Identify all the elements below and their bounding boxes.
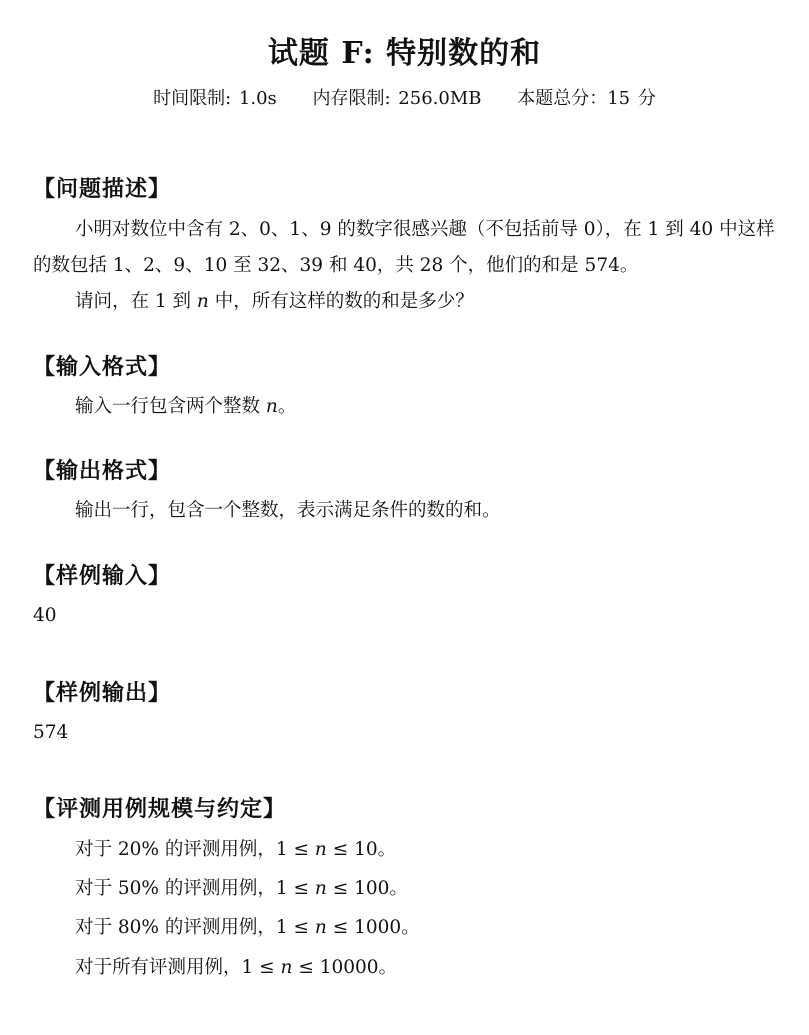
- variable-n: n: [314, 917, 327, 938]
- constraints-heading: 【评测用例规模与约定】: [33, 797, 287, 822]
- constraint-post: ≤ 10000。: [292, 957, 398, 978]
- variable-n: n: [265, 396, 278, 417]
- description-heading: 【问题描述】: [33, 177, 172, 202]
- description-question-pre: 请问，在 1 到: [75, 291, 197, 312]
- time-limit: 时间限制: 1.0s: [153, 88, 277, 109]
- sample-input-heading: 【样例输入】: [33, 564, 172, 589]
- constraint-post: ≤ 100。: [326, 878, 408, 899]
- sample-output-value: 574: [33, 722, 69, 743]
- constraint-pre: 对于所有评测用例，1 ≤: [75, 957, 281, 978]
- output-format-text: 输出一行，包含一个整数，表示满足条件的数的和。: [75, 500, 501, 521]
- constraint-pre: 对于 20% 的评测用例，1 ≤: [75, 839, 315, 860]
- variable-n: n: [314, 839, 327, 860]
- constraint-line: [33, 832, 778, 868]
- memory-limit: 内存限制: 256.0MB: [312, 88, 482, 109]
- sample-input-value: 40: [33, 605, 57, 626]
- constraint-line: [33, 910, 778, 946]
- variable-n: n: [196, 291, 209, 312]
- page-title: 试题 F: 特别数的和: [267, 36, 542, 71]
- constraint-line: [33, 950, 778, 986]
- input-format-heading: 【输入格式】: [33, 355, 172, 380]
- input-format-post: 。: [277, 396, 297, 417]
- limits-line: [0, 84, 809, 110]
- output-format-heading: 【输出格式】: [33, 459, 172, 484]
- constraint-post: ≤ 10。: [326, 839, 397, 860]
- constraint-pre: 对于 80% 的评测用例，1 ≤: [75, 917, 315, 938]
- description-paragraph-2: [33, 284, 778, 320]
- input-format-pre: 输入一行包含两个整数: [75, 396, 266, 417]
- total-score: 本题总分：15 分: [517, 88, 656, 109]
- input-format-text: [33, 389, 778, 425]
- constraint-line: [33, 871, 778, 907]
- variable-n: n: [280, 957, 293, 978]
- variable-n: n: [314, 878, 327, 899]
- description-paragraph-1: 小明对数位中含有 2、0、1、9 的数字很感兴趣（不包括前导 0），在 1 到 40 中这样的数包括 1、2、9、10 至 32、39 和 40，共 28 个，他们的和是 574。: [33, 219, 775, 276]
- constraint-post: ≤ 1000。: [326, 917, 420, 938]
- sample-output-heading: 【样例输出】: [33, 681, 172, 706]
- description-question-post: 中，所有这样的数的和是多少？: [208, 291, 474, 312]
- constraint-pre: 对于 50% 的评测用例，1 ≤: [75, 878, 315, 899]
